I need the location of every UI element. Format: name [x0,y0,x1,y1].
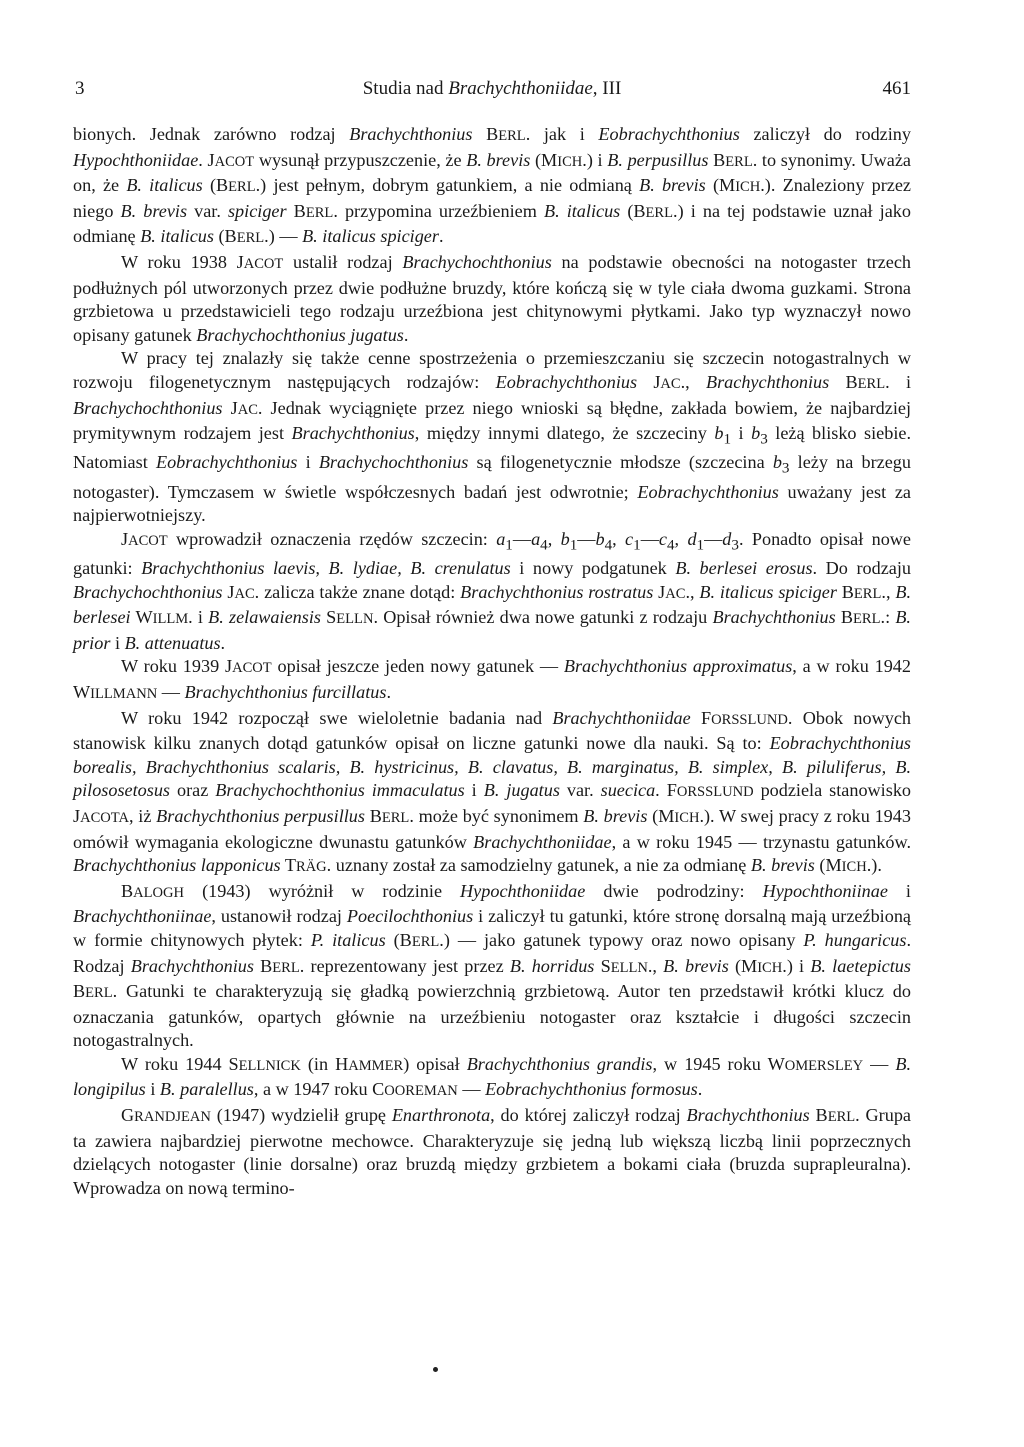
running-title-italic: Brachychthoniidae [448,78,593,99]
running-title-plain: Studia nad [362,78,449,99]
paragraph: W roku 1939 JACOT opisał jeszcze jeden nowy gatunek — Brachychthonius approximatus, a w roku 1942 WILLMANN — Brachychthonius furcillatus. [73,656,911,702]
paragraph: W roku 1938 JACOT ustalił rodzaj Brachychochthonius na podstawie obecności na notogaster trzech podłużnych pól utworzonych przez dwie podłużne bruzdy, które kończą się w tyle ciała dwoma guzkami. Strona grzbietowa u przedstawicieli tego rodzaju urzeźbiona jest chitynowymi płytkami. Jako typ wyznaczył nowo opisany gatunek Brachychochthonius jugatus. [73,251,911,345]
page-content [73,72,911,1200]
stray-dot [433,1367,438,1372]
page-number: 461 [882,78,911,99]
paragraph: bionych. Jednak zarówno rodzaj Brachychthonius BERL. jak i Eobrachychthonius zaliczył do rodziny Hypochthoniidae. JACOT wysunął przypuszczenie, że B. brevis (MICH.) i B. perpusillus BERL. to synonimy. Uważa on, że B. italicus (BERL.) jest pełnym, dobrym gatunkiem, a nie odmianą B. brevis (MICH.). Znaleziony przez niego B. brevis var. spiciger BERL. przypomina urzeźbieniem B. italicus (BERL.) i na tej podstawie uznał jako odmianę B. italicus (BERL.) — B. italicus spiciger. [73,124,911,247]
paragraph: W pracy tej znalazły się także cenne spostrzeżenia o przemieszczaniu się szczecin notogastralnych w rozwoju filogenetycznym następujących rodzajów: Eobrachychthonius JAC., Brachychthonius BERL. i Brachychochthonius JAC. Jednak wyciągnięte przez niego wnioski są błędne, zakłada bowiem, że najbardziej prymitywnym rodzajem jest Brachychthonius, między innymi dlatego, że szczeciny $b_1$ i $b_3$ leżą blisko siebie. Natomiast Eobrachychthonius i Brachychochthonius są filogenetycznie młodsze (szczecina $b_3$ leży na brzegu notogaster). Tymczasem w świetle współczesnych badań jest odwrotnie; Eobrachychthonius uważany jest za najpierwotniejszy. [73,348,911,526]
paragraph: W roku 1942 rozpoczął swe wieloletnie badania nad Brachychthoniidae FORSSLUND. Obok nowych stanowisk kilku znanych dotąd gatunków opisał on liczne gatunki nowe dla nauki. Są to: Eobrachychthonius borealis, Brachychthonius scalaris, B. hystricinus, B. clavatus, B. marginatus, B. simplex, B. piluliferus, B. pilososetosus oraz Brachychochthonius immaculatus i B. jugatus var. suecica. FORSSLUND podziela stanowisko JACOTA, iż Brachychthonius perpusillus BERL. może być synonimem B. brevis (MICH.). W swej pracy z roku 1943 omówił wymagania ekologiczne dwunastu gatunków Brachychthoniidae, a w roku 1945 — trzynastu gatunków. Brachychthonius lapponicus TRÄG. uznany został za samodzielny gatunek, a nie za odmianę B. brevis (MICH.). [73,707,912,876]
paragraph: JACOT wprowadził oznaczenia rzędów szczecin: $a_1—a_4$, $b_1—b_4$, $c_1—c_4$, $d_1—d_3$. Ponadto opisał nowe gatunki: Brachychthonius laevis, B. lydiae, B. crenulatus i nowy podgatunek B. berlesei erosus. Do rodzaju Brachychochthonius JAC. zalicza także znane dotąd: Brachychthonius rostratus JAC., B. italicus spiciger BERL., B. berlesei WILLM. i B. zelawaiensis SELLN. Opisał również dwa nowe gatunki z rodzaju Brachychthonius BERL.: B. prior i B. attenuatus. [73,528,912,653]
running-head [73,72,911,106]
running-title [73,72,911,106]
paragraph: GRANDJEAN (1947) wydzielił grupę Enarthronota, do której zaliczył rodzaj Brachychthonius BERL. Grupa ta zawiera najbardziej pierwotne mechowce. Charakteryzuje się jedną lub większą liczbą linii poprzecznych dzielących notogaster (linie dorsalne) oraz bruzdą między grzbietem a bokami ciała (bruzda suprapleuralna). Wprowadza on nową termino- [73,1105,911,1198]
section-number: 3 [75,78,85,99]
paragraph: W roku 1944 SELLNICK (in HAMMER) opisał Brachychthonius grandis, w 1945 roku WOMERSLEY — B. longipilus i B. paralellus, a w 1947 roku COOREMAN — Eobrachychthonius formosus. [73,1053,911,1100]
body-text [73,123,911,1200]
running-title-suffix: , III [592,78,622,99]
paragraph: BALOGH (1943) wyróżnił w rodzinie Hypochthoniidae dwie podrodziny: Hypochthoniinae i Brachychthoniinae, ustanowił rodzaj Poecilochthonius i zaliczył tu gatunki, które stronę dorsalną mają urzeźbioną w formie chitynowych płytek: P. italicus (BERL.) — jako gatunek typowy oraz nowo opisany P. hungaricus. Rodzaj Brachychthonius BERL. reprezentowany jest przez B. horridus SELLN., B. brevis (MICH.) i B. laetepictus BERL. Gatunki te charakteryzują się gładką powierzchnią grzbietową. Autor ten przedstawił krótki klucz do oznaczania gatunków, opartych głównie na urzeźbieniu notogaster oraz kształcie i długości szczecin notogastralnych. [73,880,912,1051]
